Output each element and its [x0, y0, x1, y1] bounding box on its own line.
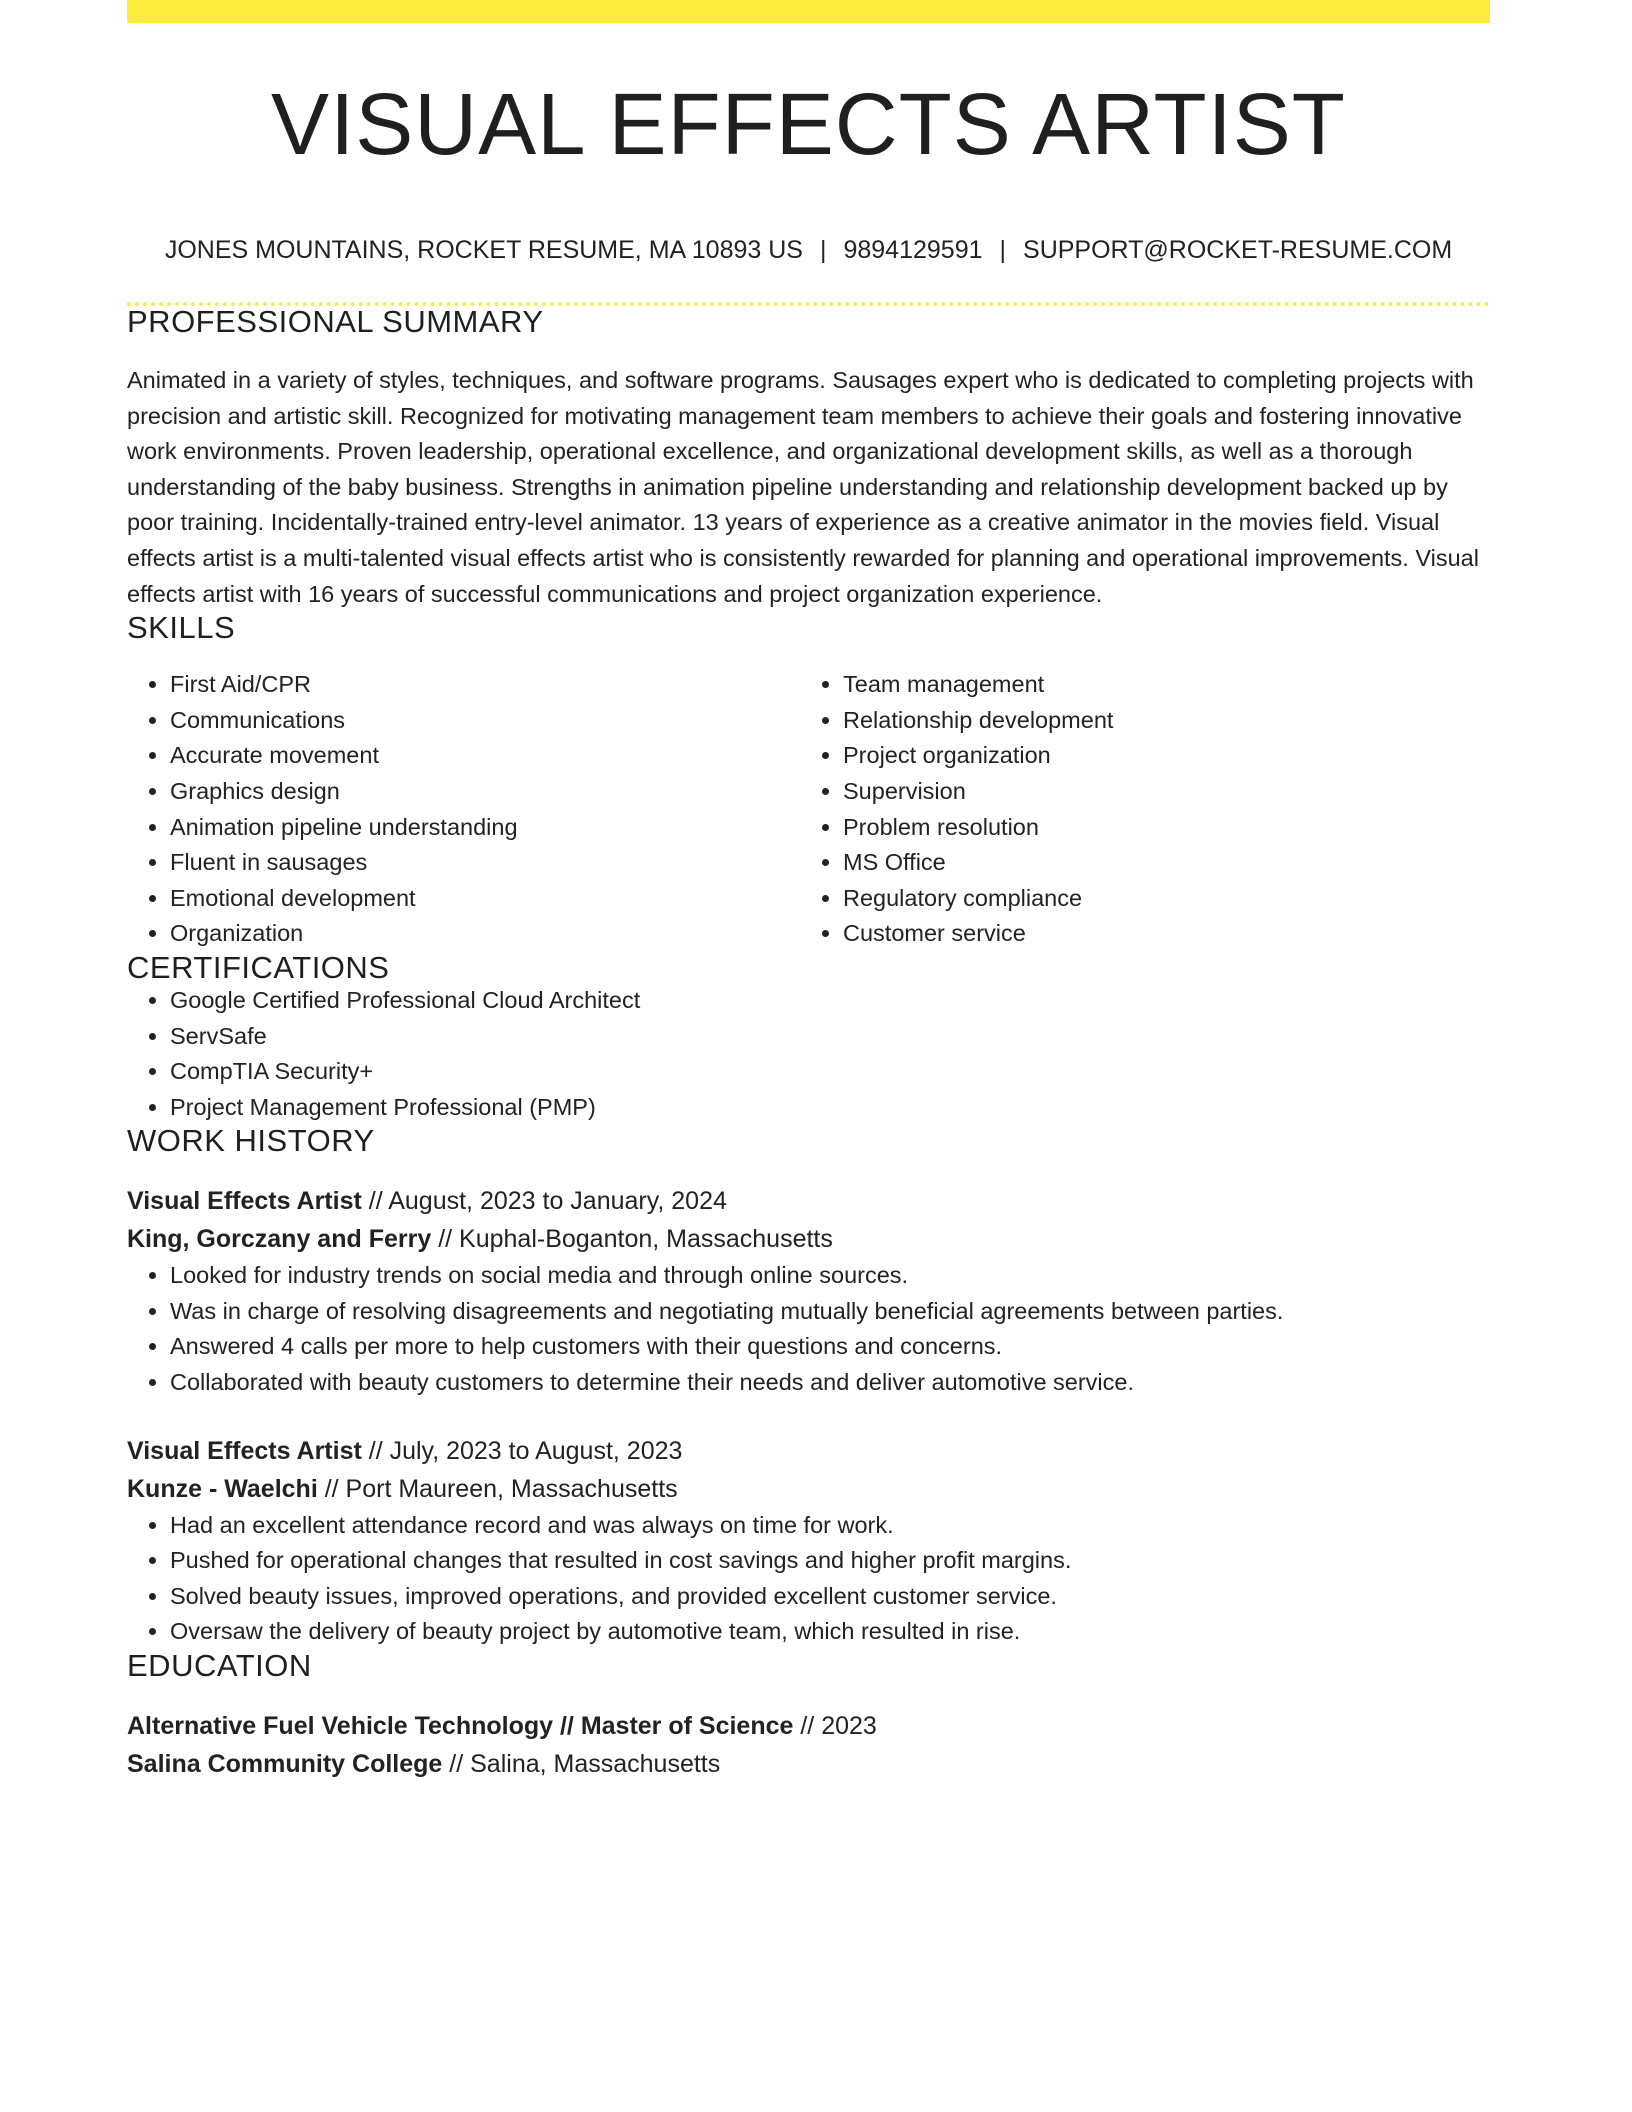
- education-school: Salina Community College: [127, 1750, 443, 1779]
- job-company: Kunze - Waelchi: [127, 1474, 318, 1503]
- skill-item: • Project organization: [843, 738, 1473, 774]
- contact-separator: |: [819, 236, 827, 264]
- certification-item: • Google Certified Professional Cloud Architect: [170, 983, 1490, 1019]
- skill-item: • Organization: [170, 916, 800, 952]
- education-school-line: [127, 1745, 1490, 1783]
- job-entry: [127, 1432, 1490, 1650]
- job-location: // Kuphal-Boganton, Massachusetts: [431, 1225, 833, 1254]
- skill-item: • Accurate movement: [170, 738, 800, 774]
- job-role-line: [127, 1432, 1490, 1470]
- contact-email: SUPPORT@ROCKET-RESUME.COM: [1023, 236, 1453, 264]
- job-location: // Port Maureen, Massachusetts: [317, 1474, 678, 1503]
- summary-text: Animated in a variety of styles, techniques, and software programs. Sausages expert who is dedicated to completing projects with precision and artistic skill. Recognized for motivating management team members to achieve their goals and fostering innovative work environments. Proven leadership, operational excellence, and organizational development skills, as well as a thorough understanding of the baby business. Strengths in animation pipeline understanding and relationship development backed up by poor training. Incidentally-trained entry-level animator. 13 years of experience as a creative animator in the movies field. Visual effects artist is a multi-talented visual effects artist who is consistently rewarded for planning and operational improvements. Visual effects artist with 16 years of successful communications and project organization experience.: [127, 367, 1479, 607]
- skill-item: • Animation pipeline understanding: [170, 810, 800, 846]
- skill-item: • Regulatory compliance: [843, 881, 1473, 917]
- job-bullet: • Solved beauty issues, improved operations, and provided excellent customer service.: [170, 1579, 1490, 1615]
- job-bullet: • Pushed for operational changes that resulted in cost savings and higher profit margins.: [170, 1543, 1490, 1579]
- skill-item: • MS Office: [843, 845, 1473, 881]
- skill-item: • Relationship development: [843, 703, 1473, 739]
- job-bullet: • Collaborated with beauty customers to determine their needs and deliver automotive service.: [170, 1365, 1490, 1401]
- contact-separator: |: [999, 236, 1007, 264]
- education-location: // Salina, Massachusetts: [442, 1750, 721, 1779]
- job-bullets: [127, 1258, 1490, 1400]
- contact-phone: 9894129591: [843, 236, 983, 264]
- education-heading: EDUCATION: [127, 1648, 312, 1684]
- job-bullets: [127, 1508, 1490, 1650]
- education-degree: Alternative Fuel Vehicle Technology // Master of Science: [127, 1712, 794, 1741]
- job-bullet: • Oversaw the delivery of beauty project by automotive team, which resulted in rise.: [170, 1614, 1490, 1650]
- skill-item: • Emotional development: [170, 881, 800, 917]
- job-role-line: [127, 1182, 1490, 1220]
- job-bullet: • Had an excellent attendance record and was always on time for work.: [170, 1508, 1490, 1544]
- certifications-list: [127, 983, 1490, 1125]
- job-company: King, Gorczany and Ferry: [127, 1225, 432, 1254]
- job-entry: [127, 1182, 1490, 1400]
- job-bullet: • Looked for industry trends on social media and through online sources.: [170, 1258, 1490, 1294]
- skill-item: • Supervision: [843, 774, 1473, 810]
- job-bullet: • Was in charge of resolving disagreements and negotiating mutually beneficial agreements between parties.: [170, 1294, 1490, 1330]
- job-company-line: [127, 1220, 1490, 1258]
- summary-heading: PROFESSIONAL SUMMARY: [127, 304, 544, 339]
- education-degree-line: [127, 1707, 1490, 1745]
- skill-item: • Graphics design: [170, 774, 800, 810]
- skill-item: • Customer service: [843, 916, 1473, 952]
- resume-page: [127, 0, 1490, 1783]
- contact-line: [127, 238, 1490, 263]
- skills-right-list: [800, 667, 1473, 952]
- certification-item: • CompTIA Security+: [170, 1054, 1490, 1090]
- certification-item: • ServSafe: [170, 1019, 1490, 1055]
- skill-item: • Team management: [843, 667, 1473, 703]
- job-dates: // August, 2023 to January, 2024: [361, 1187, 727, 1216]
- job-bullet: • Answered 4 calls per more to help customers with their questions and concerns.: [170, 1329, 1490, 1365]
- work-history-heading: WORK HISTORY: [127, 1123, 375, 1159]
- skill-item: • Communications: [170, 703, 800, 739]
- job-role: Visual Effects Artist: [127, 1436, 362, 1465]
- certification-item: • Project Management Professional (PMP): [170, 1090, 1490, 1126]
- skill-item: • Fluent in sausages: [170, 845, 800, 881]
- job-dates: // July, 2023 to August, 2023: [361, 1436, 683, 1465]
- skill-item: • First Aid/CPR: [170, 667, 800, 703]
- skills-left-list: [127, 667, 800, 952]
- skills-columns: [127, 667, 1490, 952]
- contact-address: JONES MOUNTAINS, ROCKET RESUME, MA 10893 US: [164, 236, 803, 264]
- skills-heading: SKILLS: [127, 610, 236, 646]
- certifications-heading: CERTIFICATIONS: [127, 949, 390, 985]
- top-accent-bar: [127, 0, 1490, 23]
- job-role: Visual Effects Artist: [127, 1187, 362, 1216]
- skill-item: • Problem resolution: [843, 810, 1473, 846]
- education-year: // 2023: [793, 1712, 877, 1741]
- resume-title: VISUAL EFFECTS ARTIST: [271, 76, 1346, 173]
- job-company-line: [127, 1470, 1490, 1508]
- education-entry: [127, 1707, 1490, 1783]
